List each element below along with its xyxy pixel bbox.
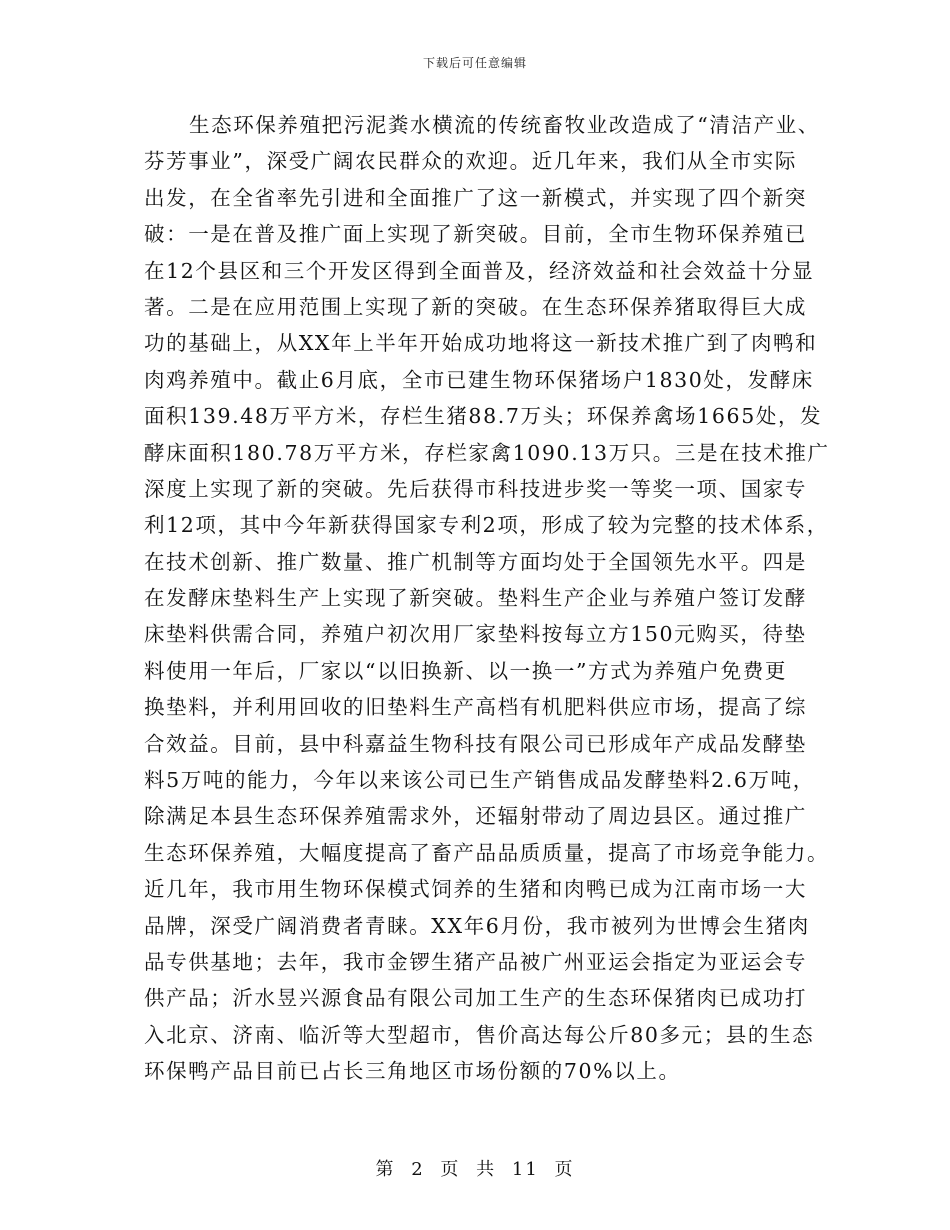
text-line: 在12个县区和三个开发区得到全面普及，经济效益和社会效益十分显 (144, 258, 815, 283)
text-line: 料5万吨的能力，今年以来该公司已生产销售成品发酵垫料2.6万吨， (144, 768, 815, 793)
text-line: 换垫料，并利用回收的旧垫料生产高档有机肥料供应市场，提高了综 (144, 695, 807, 720)
text-line: 近几年，我市用生物环保模式饲养的生猪和肉鸭已成为江南市场一大 (144, 877, 807, 902)
text-line: 破：一是在普及推广面上实现了新突破。目前，全市生物环保养殖已 (144, 222, 807, 247)
text-line: 供产品；沂水昱兴源食品有限公司加工生产的生态环保猪肉已成功打 (144, 986, 807, 1011)
page-number-footer (0, 1155, 950, 1181)
text-line: 深度上实现了新的突破。先后获得市科技进步奖一等奖一项、国家专 (144, 476, 807, 501)
page-suffix: 页 (554, 1159, 575, 1180)
page-current: 2 (411, 1159, 425, 1180)
text-line: 生态环保养殖，大幅度提高了畜产品品质质量，提高了市场竞争能力。 (144, 840, 830, 865)
text-line: 肉鸡养殖中。截止6月底，全市已建生物环保猪场户1830处，发酵床 (144, 367, 814, 392)
text-line: 在发酵床垫料生产上实现了新突破。垫料生产企业与养殖户签订发酵 (144, 586, 807, 611)
header-note: 下载后可任意编辑 (422, 56, 527, 70)
text-line: 出发，在全省率先引进和全面推广了这一新模式，并实现了四个新突 (144, 185, 807, 210)
text-line: 在技术创新、推广数量、推广机制等方面均处于全国领先水平。四是 (144, 549, 807, 574)
text-line: 酵床面积180.78万平方米，存栏家禽1090.13万只。三是在技术推广 (144, 440, 830, 465)
text-line: 合效益。目前，县中科嘉益生物科技有限公司已形成年产成品发酵垫 (144, 731, 807, 756)
text-line: 品牌，深受广阔消费者青睐。XX年6月份，我市被列为世博会生猪肉 (144, 913, 810, 938)
text-line: 著。二是在应用范围上实现了新的突破。在生态环保养猪取得巨大成 (144, 294, 807, 319)
text-line: 料使用一年后，厂家以“以旧换新、以一换一”方式为养殖户免费更 (144, 658, 787, 683)
text-line: 入北京、济南、临沂等大型超市，售价高达每公斤80多元；县的生态 (144, 1022, 815, 1047)
text-line: 除满足本县生态环保养殖需求外，还辐射带动了周边县区。通过推广 (144, 804, 807, 829)
text-line: 功的基础上，从XX年上半年开始成功地将这一新技术推广到了肉鸭和 (144, 331, 818, 356)
page-mid-label: 页 (440, 1159, 461, 1180)
text-line: 生态环保养殖把污泥粪水横流的传统畜牧业改造成了“清洁产业、 (189, 113, 820, 137)
page-total: 11 (511, 1159, 539, 1180)
text-line: 利12项，其中今年新获得国家专利2项，形成了较为完整的技术体系， (144, 513, 829, 538)
text-line: 芬芳事业”，深受广阔农民群众的欢迎。近几年来，我们从全市实际 (144, 149, 797, 174)
text-line: 品专供基地；去年，我市金锣生猪产品被广州亚运会指定为亚运会专 (144, 949, 807, 974)
text-line: 环保鸭产品目前已占长三角地区市场份额的70%以上。 (144, 1059, 681, 1084)
page-total-label: 共 (476, 1159, 497, 1180)
text-line: 面积139.48万平方米，存栏生猪88.7万头；环保养禽场1665处，发 (144, 404, 823, 429)
page-prefix: 第 (375, 1159, 396, 1180)
text-line: 床垫料供需合同，养殖户初次用厂家垫料按每立方150元购买，待垫 (144, 622, 807, 647)
body-paragraph (144, 107, 830, 1090)
